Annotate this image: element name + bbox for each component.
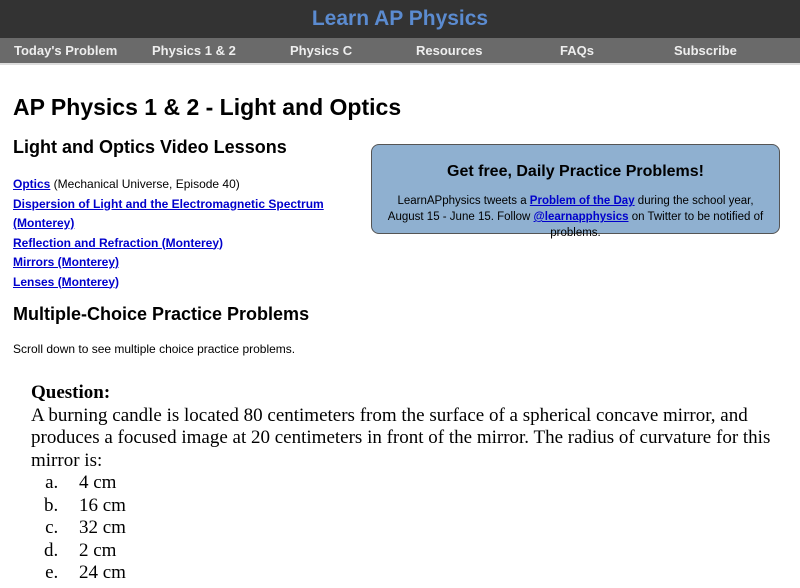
- nav-subscribe[interactable]: Subscribe: [674, 43, 737, 58]
- nav-faqs[interactable]: FAQs: [560, 43, 594, 58]
- promo-text: LearnAPphysics tweets a Problem of the Day during the school year, August 15 - June 15. Follow @learnapphysics on Twitter to be notified of problems.: [387, 195, 764, 239]
- video-list: [13, 175, 353, 292]
- video-note: (Mechanical Universe, Episode 40): [50, 177, 240, 191]
- mc-heading: Multiple-Choice Practice Problems: [13, 304, 310, 324]
- option: a. 4 cm: [63, 472, 791, 495]
- question-block: [31, 382, 791, 585]
- site-title[interactable]: Learn AP Physics: [311, 7, 489, 30]
- video-link-lenses[interactable]: Lenses (Monterey): [13, 274, 120, 289]
- nav-physics-1-2[interactable]: Physics 1 & 2: [152, 43, 236, 58]
- nav-resources[interactable]: Resources: [416, 43, 483, 58]
- nav-physics-c[interactable]: Physics C: [290, 43, 353, 58]
- nav-bar: [0, 38, 800, 65]
- video-heading: Light and Optics Video Lessons: [13, 137, 287, 157]
- option: d. 2 cm: [63, 540, 791, 563]
- twitter-link[interactable]: @learnapphysics: [533, 211, 629, 223]
- option: b. 16 cm: [63, 495, 791, 518]
- video-link-optics[interactable]: Optics: [13, 177, 51, 191]
- video-link-dispersion[interactable]: Dispersion of Light and the Electromagnetic Spectrum (Monterey): [13, 196, 324, 230]
- option-list: [31, 472, 791, 585]
- option: e. 24 cm: [63, 562, 791, 585]
- question-text: A burning candle is located 80 centimeters from the surface of a spherical concave mirror, and produces a focused image at 20 centimeters in front of the mirror. The radius of curvature for this mirror is:: [31, 404, 771, 471]
- video-link-mirrors[interactable]: Mirrors (Monterey): [13, 255, 120, 269]
- nav-todays-problem[interactable]: Today's Problem: [14, 43, 118, 58]
- site-header: [0, 0, 800, 38]
- page-title: AP Physics 1 & 2 - Light and Optics: [13, 94, 402, 120]
- problem-of-day-link[interactable]: Problem of the Day: [529, 195, 635, 207]
- promo-title: Get free, Daily Practice Problems!: [447, 163, 704, 180]
- mc-note: Scroll down to see multiple choice practice problems.: [13, 342, 296, 356]
- video-link-reflection[interactable]: Reflection and Refraction (Monterey): [13, 235, 224, 250]
- option: c. 32 cm: [63, 517, 791, 540]
- promo-box: [371, 144, 780, 239]
- question-label: Question:: [31, 382, 111, 403]
